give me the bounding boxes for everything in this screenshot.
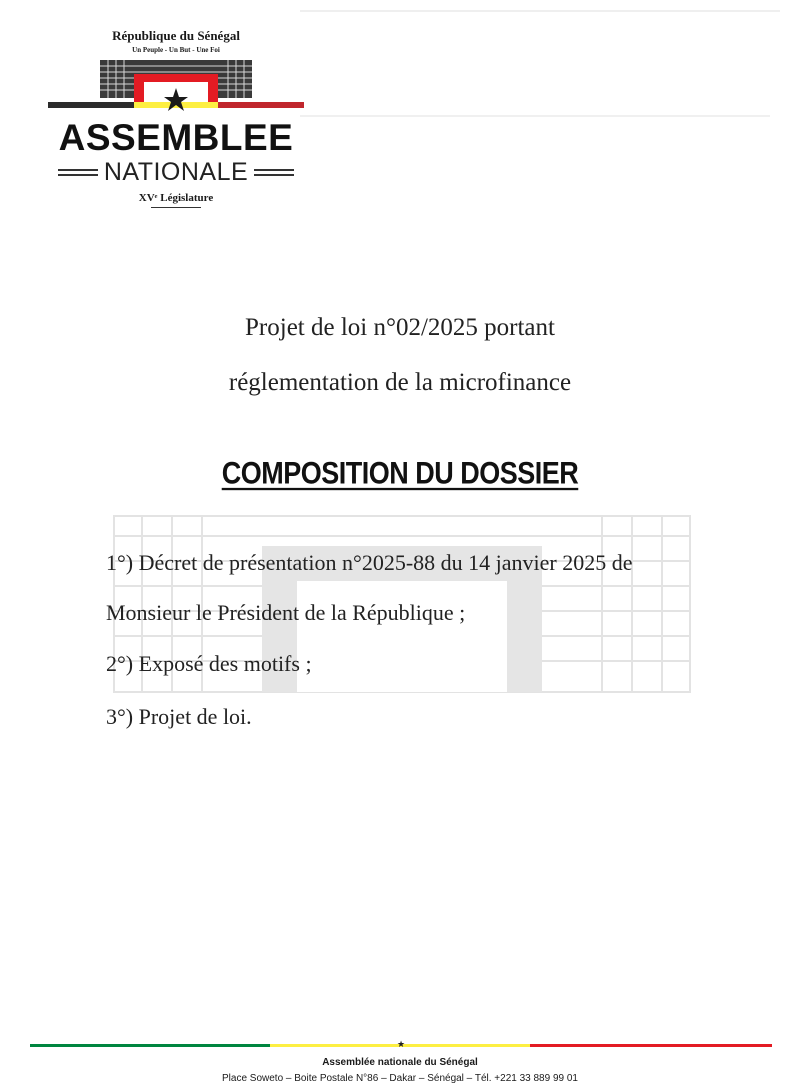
institution-name-line2-row [48, 160, 304, 184]
legislature-underline [151, 207, 201, 208]
institution-name-line2: NATIONALE [103, 158, 249, 186]
dossier-item-decree: 1°) Décret de présentation n°2025-88 du 14 janvier 2025 de Monsieur le Président de la République ; [106, 550, 633, 625]
footer-rule-red [530, 1044, 772, 1047]
republic-name: République du Sénégal [112, 28, 240, 43]
footer-rule-green [30, 1044, 270, 1047]
dossier-item-explanatory-statement: 2°) Exposé des motifs ; [106, 651, 312, 676]
institution-name-line1: ASSEMBLEE [58, 117, 294, 158]
section-heading-wrapper [0, 455, 800, 491]
national-motto: Un Peuple - Un But - Une Foi [132, 46, 220, 54]
footer-organization: Assemblée nationale du Sénégal [322, 1057, 478, 1068]
legislature-label: XVᵉ Législature [138, 192, 214, 204]
decorative-rule-left [58, 169, 98, 176]
bill-title-line2: réglementation de la microfinance [228, 369, 572, 396]
footer-address: Place Soweto – Boite Postale N°86 – Dakar – Sénégal – Tél. +221 33 889 99 01 [221, 1073, 578, 1084]
dossier-items-list [106, 538, 686, 737]
section-heading: COMPOSITION DU DOSSIER [221, 455, 579, 491]
footer-star-icon: ★ [397, 1039, 406, 1049]
bill-title-line1: Projet de loi n°02/2025 portant [245, 314, 555, 341]
letterhead [48, 22, 304, 208]
decorative-rule-right [254, 169, 294, 176]
scan-artifact-top [300, 10, 780, 12]
scan-artifact-mid [300, 115, 770, 117]
dossier-item-bill: 3°) Projet de loi. [106, 704, 252, 729]
bill-title [0, 300, 800, 410]
national-assembly-emblem-icon [48, 58, 304, 112]
